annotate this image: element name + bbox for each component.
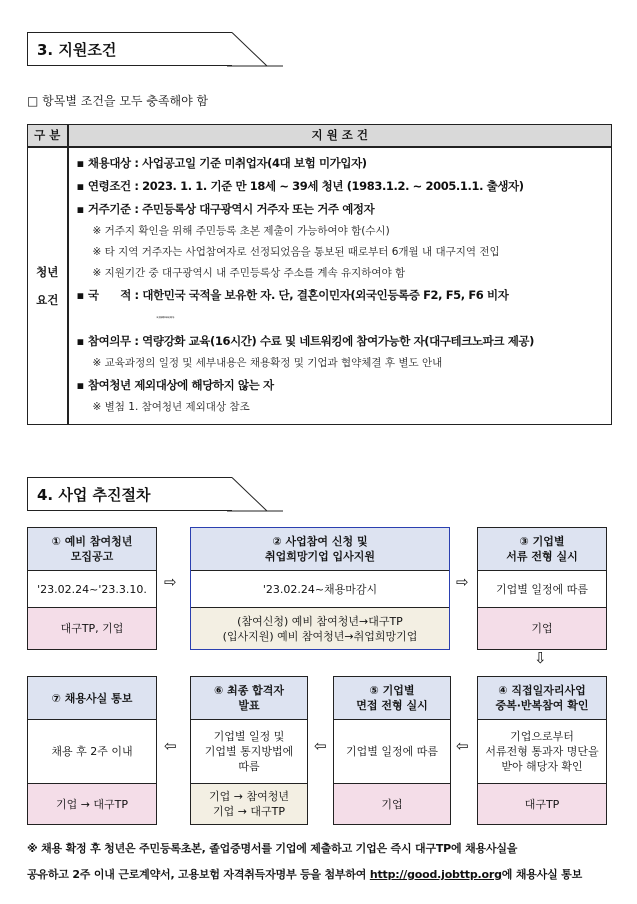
step-5-title: ⑤ 기업별 면접 전형 실시 xyxy=(334,677,450,719)
step-2-title: ② 사업참여 신청 및 취업희망기업 입사지원 xyxy=(191,528,449,570)
step-4-owner: 대구TP xyxy=(478,783,606,824)
condition-target: ▪ 채용대상 : 사업공고일 기준 미취업자(4대 보험 미가입자) xyxy=(76,155,367,170)
header-category: 구 분 xyxy=(28,125,68,147)
step-6-desc: 기업별 일정 및 기업별 통지방법에 따름 xyxy=(191,719,307,783)
footnote-line-1: ※ 채용 확정 후 청년은 주민등록초본, 졸업증명서를 기업에 제출하고 기업은 즉시 대구TP에 채용사실을 xyxy=(27,842,518,855)
step-3-owner: 기업 xyxy=(478,607,606,649)
step-3-box xyxy=(477,527,607,650)
arrow-left-icon: ⇦ xyxy=(456,737,469,755)
section-3-title: 3. 지원조건 xyxy=(27,32,116,66)
step-2-period: '23.02.24~채용마감시 xyxy=(191,570,449,607)
step-7-period: 채용 후 2주 이내 xyxy=(28,719,156,783)
step-6-owner: 기업 → 참여청년 기업 → 대구TP xyxy=(191,783,307,824)
conditions-list xyxy=(68,147,612,425)
condition-residence: ▪ 거주기준 : 주민등록상 대구광역시 거주자 또는 거주 예정자 xyxy=(76,201,375,216)
condition-nationality: ▪ 국 적 : 대한민국 국적을 보유한 자. 단, 결혼이민자(외국인등록증 F2, F5, F6 비자 xyxy=(76,287,509,302)
step-1-owner: 대구TP, 기업 xyxy=(28,607,156,649)
jobttp-link[interactable]: http://good.jobttp.org xyxy=(369,868,502,881)
step-1-title: ① 예비 참여청년 모집공고 xyxy=(28,528,156,570)
step-2-detail: (참여신청) 예비 참여청년→대구TP (입사지원) 예비 참여청년→취업희망기업 xyxy=(191,607,449,649)
step-4-title: ④ 직접일자리사업 중복·반복참여 확인 xyxy=(478,677,606,719)
step-3-period: 기업별 일정에 따름 xyxy=(478,570,606,607)
step-3-title: ③ 기업별 서류 전형 실시 xyxy=(478,528,606,570)
step-1-box xyxy=(27,527,157,650)
note-exclusion: ※ 별첨 1. 참여청년 제외대상 참조 xyxy=(92,400,250,413)
arrow-left-icon: ⇦ xyxy=(314,737,327,755)
condition-nationality-cont: 또는 혼인관계증명서 보유)는 지원 가능 xyxy=(156,317,175,319)
step-5-period: 기업별 일정에 따름 xyxy=(334,719,450,783)
note-obligation: ※ 교육과정의 일정 및 세부내용은 채용확정 및 기업과 협약체결 후 별도 안내 xyxy=(92,356,443,369)
step-7-title: ⑦ 채용사실 통보 xyxy=(28,677,156,719)
footnote-line-2: 공유하고 2주 이내 근로계약서, 고용보험 자격취득자명부 등을 첨부하여 http://good.jobttp.org에 채용사실 통보 xyxy=(27,868,583,881)
condition-age: ▪ 연령조건 : 2023. 1. 1. 기준 만 18세 ~ 39세 청년 (1983.1.2. ~ 2005.1.1. 출생자) xyxy=(76,178,524,193)
step-4-box xyxy=(477,676,607,825)
header-content: 지 원 조 건 xyxy=(68,125,612,147)
step-5-box xyxy=(333,676,451,825)
step-6-box xyxy=(190,676,308,825)
title-tab-shape xyxy=(227,477,283,512)
step-2-box xyxy=(190,527,450,650)
conditions-table xyxy=(27,124,612,425)
arrow-down-icon: ⇩ xyxy=(534,649,547,667)
condition-obligation: ▪ 참여의무 : 역량강화 교육(16시간) 수료 및 네트워킹에 참여가능한 자(대구테크노파크 제공) xyxy=(76,333,534,348)
instruction-text: □ 항목별 조건을 모두 충족해야 함 xyxy=(27,94,209,108)
note-residence-1: ※ 거주지 확인을 위해 주민등록 초본 제출이 가능하여야 함(수시) xyxy=(92,224,390,237)
step-1-period: '23.02.24~'23.3.10. xyxy=(28,570,156,607)
note-residence-2: ※ 타 지역 거주자는 사업참여자로 선정되었음을 통보된 때로부터 6개월 내 대구지역 전입 xyxy=(92,245,500,258)
title-tab-shape xyxy=(227,32,283,67)
step-6-title: ⑥ 최종 합격자 발표 xyxy=(191,677,307,719)
arrow-left-icon: ⇦ xyxy=(164,737,177,755)
step-7-box xyxy=(27,676,157,825)
step-4-desc: 기업으로부터 서류전형 통과자 명단을 받아 해당자 확인 xyxy=(478,719,606,783)
condition-exclusion: ▪ 참여청년 제외대상에 해당하지 않는 자 xyxy=(76,377,274,392)
step-7-owner: 기업 → 대구TP xyxy=(28,783,156,824)
arrow-right-icon: ⇨ xyxy=(456,573,469,591)
category-youth: 청년 요건 xyxy=(28,147,68,425)
note-residence-3: ※ 지원기간 중 대구광역시 내 주민등록상 주소를 계속 유지하여야 함 xyxy=(92,266,406,279)
arrow-right-icon: ⇨ xyxy=(164,573,177,591)
section-4-title: 4. 사업 추진절차 xyxy=(27,477,151,511)
step-5-owner: 기업 xyxy=(334,783,450,824)
